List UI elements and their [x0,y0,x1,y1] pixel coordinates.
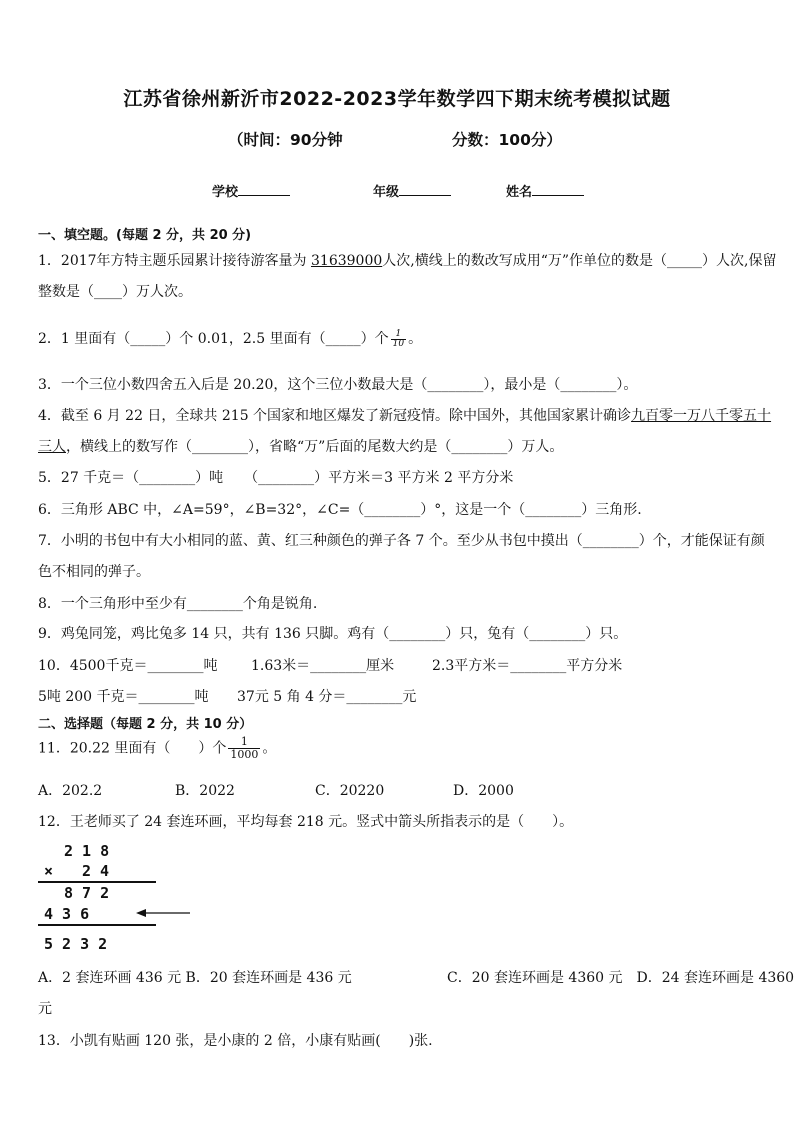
grade-blank [399,183,451,196]
school-field[interactable] [212,181,290,200]
question-7-line-2: 色不相同的弹子。 [38,564,150,580]
question-13: 13．小凯有贴画 120 张，是小康的 2 倍，小康有贴画( )张. [38,1033,433,1049]
question-2: 2．1 里面有（_____）个 0.01，2.5 里面有（_____）个 $\frac{1}{10}$ 。 [38,328,423,349]
calc-operator: × [44,862,54,880]
question-11-option-d[interactable]: D．2000 [453,783,514,799]
calc-rule-1 [38,881,156,883]
question-10-part-5: 37元 5 角 4 分＝________元 [237,689,417,705]
question-9: 9．鸡兔同笼，鸡比兔多 14 只，共有 136 只脚。鸡有（________）只，兔有（________）只。 [38,626,628,642]
school-label: 学校 [212,185,239,200]
name-label: 姓名 [506,185,533,200]
calc-row-product: 5 2 3 2 [44,935,108,953]
fraction-one-tenth: $\frac{1}{10}$ [392,328,405,349]
calc-row-partial-1: 8 7 2 [64,884,110,902]
section-2-heading: 二、选择题（每题 2 分，共 10 分） [38,717,253,732]
question-1-line-1: 1．2017年方特主题乐园累计接待游客量为 31639000人次,横线上的数改写成用“万”作单位的数是（_____）人次,保留 [38,253,777,269]
question-4-line-2: 三人，横线上的数写作（________），省略“万”后面的尾数大约是（________）万人。 [38,439,564,455]
question-1-line-2: 整数是（____）万人次。 [38,284,192,300]
question-7-line-1: 7．小明的书包中有大小相同的蓝、黄、红三种颜色的弹子各 7 个。至少从书包中摸出（________）个，才能保证有颜 [38,533,765,549]
question-4-line-1: 4．截至 6 月 22 日，全球共 215 个国家和地区爆发了新冠疫情。除中国外，其他国家累计确诊九百零一万八千零五十 [38,408,772,424]
question-10-part-1: 10．4500千克＝________吨 [38,658,218,674]
question-11-option-b[interactable]: B．2022 [175,783,235,799]
question-10-part-3: 2.3平方米＝________平方分米 [432,658,623,674]
arrow-left-icon [136,906,192,920]
grade-label: 年级 [373,185,400,200]
grade-field[interactable] [373,181,451,200]
question-11-option-a[interactable]: A．202.2 [38,783,103,799]
vertical-multiplication [38,840,198,955]
calc-row-partial-2: 4 3 6 [44,905,90,923]
question-12-options-cd[interactable]: C．20 套连环画是 4360 元 D．24 套连环画是 4360 [447,970,794,986]
name-blank [532,183,584,196]
exam-title: 江苏省徐州新沂市2022-2023学年数学四下期末统考模拟试题 [123,88,671,110]
fraction-one-thousandth: $\frac{1}{1000}$ [230,735,259,761]
question-12-options-ab[interactable]: A．2 套连环画 436 元 B．20 套连环画是 436 元 [38,970,352,986]
underlined-number-words: 九百零一万八千零五十 [631,408,772,424]
question-6: 6．三角形 ABC 中，∠A=59°，∠B=32°，∠C=（________）°，这是一个（________）三角形. [38,502,642,518]
question-5: 5．27 千克＝（________）吨 （________）平方米＝3 平方米 2 平方分米 [38,470,514,486]
question-12-options-tail: 元 [38,1001,52,1017]
calc-rule-2 [38,924,156,926]
section-1-heading: 一、填空题。(每题 2 分，共 20 分) [38,228,252,243]
question-8: 8．一个三角形中至少有________个角是锐角. [38,596,318,612]
exam-time: （时间：90分钟 [228,131,343,149]
calc-row-multiplicand: 2 1 8 [64,842,110,860]
question-10-part-2: 1.63米＝________厘米 [251,658,395,674]
calc-row-multiplier: 2 4 [82,862,110,880]
name-field[interactable] [506,181,584,200]
underlined-number: 31639000 [311,253,383,269]
question-12: 12．王老师买了 24 套连环画，平均每套 218 元。竖式中箭头所指表示的是（ ）。 [38,814,574,830]
question-11: 11．20.22 里面有（ ）个 $\frac{1}{1000}$ 。 [38,735,277,761]
school-blank [238,183,290,196]
exam-score: 分数：100分） [452,131,562,149]
question-11-option-c[interactable]: C．20220 [315,783,385,799]
question-3: 3．一个三位小数四舍五入后是 20.20，这个三位小数最大是（________），最小是（________）。 [38,377,638,393]
question-10-part-4: 5吨 200 千克＝________吨 [38,689,209,705]
